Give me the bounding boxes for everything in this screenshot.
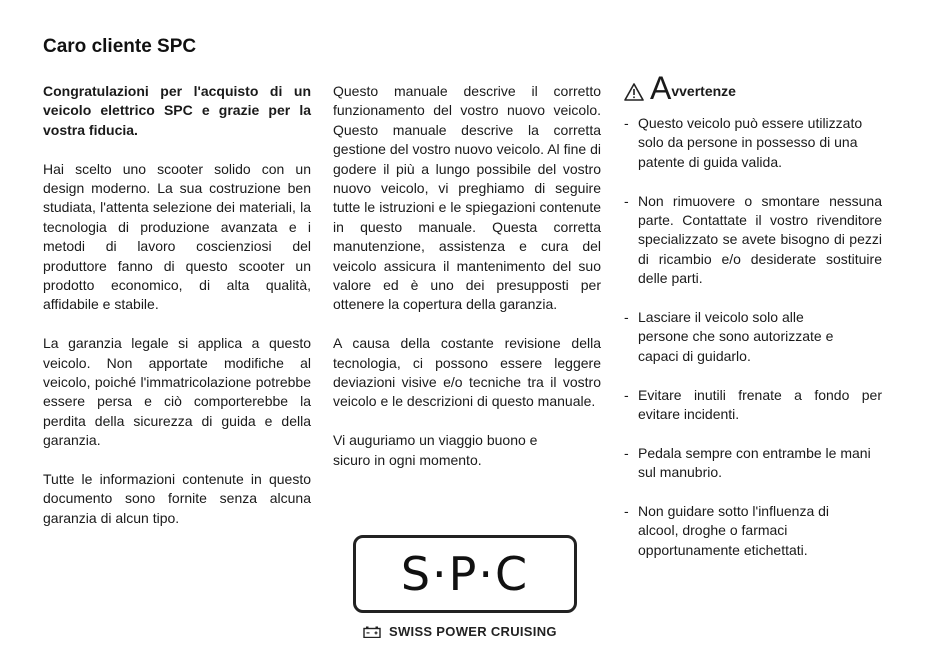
intro-paragraph-1: Hai scelto uno scooter solido con un design moderno. La sua costruzione ben studiata, l'attenta selezione dei materiali, la tecnologia di produzione avanzata e i metodi di lavoro coscienziosi del produttore fanno di questo scooter un prodotto economico, di alta qualità, affidabile e stabile. [43,160,311,313]
manual-column [333,82,601,489]
intro-paragraph-3: Tutte le informazioni contenute in questo documento sono fornite senza alcuna garanzia di alcun tipo. [43,471,311,526]
warning-text: Non guidare sotto l'influenza di alcool, droghe o farmaci opportunamente etichettati. [638,503,830,558]
warning-text: Lasciare il veicolo solo alle persone che sono autorizzate e capaci di guidarlo. [638,309,834,364]
warning-item [624,386,882,425]
logo-tagline [363,624,557,639]
warning-item [624,192,882,289]
warning-triangle-icon [624,82,644,102]
warning-item [624,308,858,366]
intro-paragraph-2: La garanzia legale si applica a questo veicolo. Non apportate modifiche al veicolo, poiché l'immatricolazione potrebbe essere persa e ciò comporterebbe la perdita della sicurezza di guida e della garanzia. [43,335,311,449]
bullet-dash: - [624,503,629,520]
warning-text: Questo veicolo può essere utilizzato solo da persone in possesso di una patente di guida valida. [638,115,863,170]
spc-logo: S·P·C [353,535,577,613]
warning-item [624,502,863,560]
warning-text: Pedala sempre con entrambe le mani sul manubrio. [638,444,871,481]
bullet-dash: - [624,192,629,209]
bullet-dash: - [624,386,629,403]
warning-text: Evitare inutili frenate a fondo per evitare incidenti. [638,386,882,423]
manual-paragraph-1: Questo manuale descrive il corretto funzionamento del vostro nuovo veicolo. Questo manuale descrive la corretta gestione del vostro nuovo veicolo. Al fine di godere il più a lungo possibile del vostro nuovo veicolo, vi preghiamo di seguire tutte le istruzioni e le spiegazioni contenute in questo manuale. Questa corretta manutenzione, assistenza e cura del veicolo assicura il mantenimento del suo valore ed è uno dei presupposti per ottenere la copertura della garanzia. [333,83,601,313]
intro-lead: Congratulazioni per l'acquisto di un veicolo elettrico SPC e grazie per la vostra fiducia. [43,83,311,138]
warning-item [624,114,866,172]
warning-item [624,444,882,483]
page-title: Caro cliente SPC [43,36,197,57]
battery-icon [363,626,381,638]
intro-column [43,82,311,548]
bullet-dash: - [624,115,629,131]
warnings-list [624,114,882,560]
tagline-text: SWISS POWER CRUISING [389,624,557,639]
manual-paragraph-2: A causa della costante revisione della tecnologia, ci possono essere leggere deviazioni visive e/o tecniche tra il vostro veicolo e le descrizioni di questo manuale. [333,335,601,410]
bullet-dash: - [624,444,629,461]
warnings-column [624,70,882,580]
warnings-heading-rest: vvertenze [671,82,736,99]
warning-text: Non rimuovere o smontare nessuna parte. Contattate il vostro rivenditore specializzato se avete bisogno di pezzi di ricambio e/o desiderate sostituire delle parti. [638,192,882,287]
manual-paragraph-3: Vi auguriamo un viaggio buono e sicuro in ogni momento. [333,432,538,468]
warnings-heading-initial: A [650,70,672,106]
warnings-heading [624,70,882,104]
bullet-dash: - [624,309,629,326]
